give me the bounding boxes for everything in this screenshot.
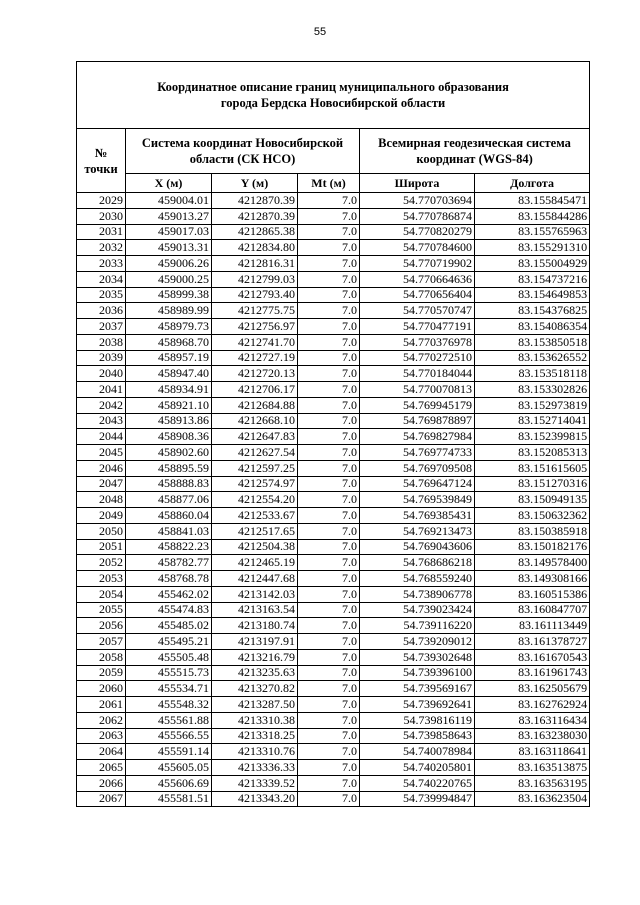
point-number-cell: 2065 <box>77 760 126 776</box>
longitude-cell: 83.150182176 <box>475 539 590 555</box>
y-cell: 4212870.39 <box>212 208 298 224</box>
table-row <box>77 303 590 319</box>
x-cell: 455515.73 <box>126 665 212 681</box>
table-row <box>77 586 590 602</box>
longitude-cell: 83.155004929 <box>475 256 590 272</box>
mt-cell: 7.0 <box>298 539 360 555</box>
mt-cell: 7.0 <box>298 697 360 713</box>
table-row <box>77 366 590 382</box>
table-title-line1: Координатное описание границ муниципального образования <box>157 80 509 94</box>
point-number-cell: 2041 <box>77 382 126 398</box>
y-cell: 4212574.97 <box>212 476 298 492</box>
x-cell: 458782.77 <box>126 555 212 571</box>
point-number-cell: 2061 <box>77 697 126 713</box>
x-cell: 455606.69 <box>126 775 212 791</box>
y-cell: 4212793.40 <box>212 287 298 303</box>
longitude-cell: 83.152085313 <box>475 445 590 461</box>
table-row <box>77 618 590 634</box>
latitude-cell: 54.769709508 <box>360 460 475 476</box>
point-number-cell: 2062 <box>77 712 126 728</box>
mt-cell: 7.0 <box>298 193 360 209</box>
table-body <box>77 193 590 807</box>
latitude-cell: 54.769878897 <box>360 413 475 429</box>
latitude-cell: 54.740078984 <box>360 744 475 760</box>
header-point-number <box>77 129 126 193</box>
latitude-cell: 54.770272510 <box>360 350 475 366</box>
point-number-cell: 2048 <box>77 492 126 508</box>
longitude-cell: 83.161670543 <box>475 649 590 665</box>
y-cell: 4212741.70 <box>212 334 298 350</box>
point-number-cell: 2039 <box>77 350 126 366</box>
point-number-cell: 2063 <box>77 728 126 744</box>
mt-cell: 7.0 <box>298 256 360 272</box>
longitude-cell: 83.154737216 <box>475 271 590 287</box>
latitude-cell: 54.739023424 <box>360 602 475 618</box>
longitude-cell: 83.162762924 <box>475 697 590 713</box>
mt-cell: 7.0 <box>298 618 360 634</box>
table-row <box>77 791 590 807</box>
table-title <box>77 62 590 129</box>
point-number-cell: 2054 <box>77 586 126 602</box>
table-row <box>77 508 590 524</box>
mt-cell: 7.0 <box>298 429 360 445</box>
point-number-cell: 2042 <box>77 397 126 413</box>
point-number-cell: 2046 <box>77 460 126 476</box>
x-cell: 459000.25 <box>126 271 212 287</box>
boundary-coordinates-table <box>76 61 590 807</box>
mt-cell: 7.0 <box>298 319 360 335</box>
longitude-cell: 83.155844286 <box>475 208 590 224</box>
mt-cell: 7.0 <box>298 350 360 366</box>
table-row <box>77 665 590 681</box>
table-row <box>77 224 590 240</box>
y-cell: 4212668.10 <box>212 413 298 429</box>
x-cell: 458989.99 <box>126 303 212 319</box>
table-row <box>77 382 590 398</box>
x-cell: 458895.59 <box>126 460 212 476</box>
header-longitude: Долгота <box>475 174 590 193</box>
table-row <box>77 397 590 413</box>
latitude-cell: 54.769827984 <box>360 429 475 445</box>
y-cell: 4213318.25 <box>212 728 298 744</box>
point-number-cell: 2052 <box>77 555 126 571</box>
mt-cell: 7.0 <box>298 602 360 618</box>
table-row <box>77 334 590 350</box>
x-cell: 458877.06 <box>126 492 212 508</box>
latitude-cell: 54.739396100 <box>360 665 475 681</box>
point-number-cell: 2051 <box>77 539 126 555</box>
table-row <box>77 413 590 429</box>
longitude-cell: 83.150632362 <box>475 508 590 524</box>
longitude-cell: 83.151615605 <box>475 460 590 476</box>
point-number-cell: 2030 <box>77 208 126 224</box>
y-cell: 4213339.52 <box>212 775 298 791</box>
point-number-cell: 2058 <box>77 649 126 665</box>
longitude-cell: 83.163116434 <box>475 712 590 728</box>
latitude-cell: 54.739692641 <box>360 697 475 713</box>
y-cell: 4212684.88 <box>212 397 298 413</box>
longitude-cell: 83.150385918 <box>475 523 590 539</box>
y-cell: 4213270.82 <box>212 681 298 697</box>
x-cell: 458921.10 <box>126 397 212 413</box>
table-row <box>77 445 590 461</box>
y-cell: 4213235.63 <box>212 665 298 681</box>
point-number-cell: 2037 <box>77 319 126 335</box>
table-row <box>77 760 590 776</box>
point-number-cell: 2034 <box>77 271 126 287</box>
longitude-cell: 83.154376825 <box>475 303 590 319</box>
point-number-cell: 2035 <box>77 287 126 303</box>
table-row <box>77 429 590 445</box>
y-cell: 4213336.33 <box>212 760 298 776</box>
latitude-cell: 54.769647124 <box>360 476 475 492</box>
x-cell: 458979.73 <box>126 319 212 335</box>
x-cell: 458902.60 <box>126 445 212 461</box>
longitude-cell: 83.152973819 <box>475 397 590 413</box>
y-cell: 4212554.20 <box>212 492 298 508</box>
y-cell: 4212517.65 <box>212 523 298 539</box>
y-cell: 4212775.75 <box>212 303 298 319</box>
y-cell: 4213343.20 <box>212 791 298 807</box>
header-x: X (м) <box>126 174 212 193</box>
y-cell: 4213197.91 <box>212 634 298 650</box>
point-number-cell: 2066 <box>77 775 126 791</box>
latitude-cell: 54.768686218 <box>360 555 475 571</box>
latitude-cell: 54.770703694 <box>360 193 475 209</box>
header-point-number-line2: точки <box>84 161 118 176</box>
mt-cell: 7.0 <box>298 744 360 760</box>
longitude-cell: 83.163118641 <box>475 744 590 760</box>
x-cell: 455474.83 <box>126 602 212 618</box>
header-wgs-system-line1: Всемирная геодезическая система <box>378 136 571 150</box>
y-cell: 4212720.13 <box>212 366 298 382</box>
point-number-cell: 2032 <box>77 240 126 256</box>
mt-cell: 7.0 <box>298 303 360 319</box>
x-cell: 455548.32 <box>126 697 212 713</box>
latitude-cell: 54.770664636 <box>360 271 475 287</box>
mt-cell: 7.0 <box>298 523 360 539</box>
y-cell: 4212727.19 <box>212 350 298 366</box>
mt-cell: 7.0 <box>298 492 360 508</box>
latitude-cell: 54.769385431 <box>360 508 475 524</box>
x-cell: 455561.88 <box>126 712 212 728</box>
latitude-cell: 54.770184044 <box>360 366 475 382</box>
longitude-cell: 83.153850518 <box>475 334 590 350</box>
mt-cell: 7.0 <box>298 460 360 476</box>
longitude-cell: 83.163238030 <box>475 728 590 744</box>
latitude-cell: 54.769539849 <box>360 492 475 508</box>
x-cell: 458768.78 <box>126 571 212 587</box>
point-number-cell: 2067 <box>77 791 126 807</box>
latitude-cell: 54.768559240 <box>360 571 475 587</box>
table-title-line2: города Бердска Новосибирской области <box>220 96 446 110</box>
table-row <box>77 775 590 791</box>
point-number-cell: 2064 <box>77 744 126 760</box>
y-cell: 4213310.76 <box>212 744 298 760</box>
longitude-cell: 83.160515386 <box>475 586 590 602</box>
y-cell: 4212465.19 <box>212 555 298 571</box>
y-cell: 4213180.74 <box>212 618 298 634</box>
latitude-cell: 54.769213473 <box>360 523 475 539</box>
y-cell: 4212706.17 <box>212 382 298 398</box>
x-cell: 458913.86 <box>126 413 212 429</box>
y-cell: 4212533.67 <box>212 508 298 524</box>
latitude-cell: 54.769774733 <box>360 445 475 461</box>
latitude-cell: 54.739302648 <box>360 649 475 665</box>
longitude-cell: 83.152399815 <box>475 429 590 445</box>
x-cell: 459006.26 <box>126 256 212 272</box>
mt-cell: 7.0 <box>298 634 360 650</box>
latitude-cell: 54.770719902 <box>360 256 475 272</box>
latitude-cell: 54.739209012 <box>360 634 475 650</box>
x-cell: 455534.71 <box>126 681 212 697</box>
x-cell: 455591.14 <box>126 744 212 760</box>
y-cell: 4212816.31 <box>212 256 298 272</box>
table-row <box>77 681 590 697</box>
table-row <box>77 712 590 728</box>
mt-cell: 7.0 <box>298 271 360 287</box>
header-nso-system-line1: Система координат Новосибирской <box>141 136 344 150</box>
x-cell: 459017.03 <box>126 224 212 240</box>
longitude-cell: 83.163513875 <box>475 760 590 776</box>
header-wgs-system-line2: координат (WGS-84) <box>416 152 533 166</box>
mt-cell: 7.0 <box>298 445 360 461</box>
x-cell: 458968.70 <box>126 334 212 350</box>
point-number-cell: 2056 <box>77 618 126 634</box>
table-row <box>77 256 590 272</box>
mt-cell: 7.0 <box>298 240 360 256</box>
header-mt: Mt (м) <box>298 174 360 193</box>
y-cell: 4213142.03 <box>212 586 298 602</box>
table-row <box>77 287 590 303</box>
table-row <box>77 476 590 492</box>
table-row <box>77 539 590 555</box>
longitude-cell: 83.160847707 <box>475 602 590 618</box>
table-row <box>77 602 590 618</box>
table-row <box>77 492 590 508</box>
y-cell: 4212647.83 <box>212 429 298 445</box>
y-cell: 4212756.97 <box>212 319 298 335</box>
x-cell: 455566.55 <box>126 728 212 744</box>
table-row <box>77 319 590 335</box>
latitude-cell: 54.738906778 <box>360 586 475 602</box>
point-number-cell: 2059 <box>77 665 126 681</box>
mt-cell: 7.0 <box>298 555 360 571</box>
latitude-cell: 54.770656404 <box>360 287 475 303</box>
x-cell: 459004.01 <box>126 193 212 209</box>
latitude-cell: 54.739816119 <box>360 712 475 728</box>
latitude-cell: 54.740205801 <box>360 760 475 776</box>
table-row <box>77 350 590 366</box>
header-nso-system-line2: области (СК НСО) <box>189 152 296 166</box>
x-cell: 458822.23 <box>126 539 212 555</box>
point-number-cell: 2057 <box>77 634 126 650</box>
latitude-cell: 54.770784600 <box>360 240 475 256</box>
x-cell: 458934.91 <box>126 382 212 398</box>
y-cell: 4212447.68 <box>212 571 298 587</box>
longitude-cell: 83.149308166 <box>475 571 590 587</box>
x-cell: 459013.31 <box>126 240 212 256</box>
header-point-number-line1: № <box>94 145 108 160</box>
point-number-cell: 2050 <box>77 523 126 539</box>
mt-cell: 7.0 <box>298 382 360 398</box>
x-cell: 458841.03 <box>126 523 212 539</box>
point-number-cell: 2049 <box>77 508 126 524</box>
latitude-cell: 54.740220765 <box>360 775 475 791</box>
table-row <box>77 555 590 571</box>
longitude-cell: 83.155845471 <box>475 193 590 209</box>
point-number-cell: 2045 <box>77 445 126 461</box>
header-nso-system <box>126 129 360 174</box>
x-cell: 458860.04 <box>126 508 212 524</box>
table-row <box>77 460 590 476</box>
table-row <box>77 523 590 539</box>
longitude-cell: 83.149578400 <box>475 555 590 571</box>
table-row <box>77 697 590 713</box>
x-cell: 455581.51 <box>126 791 212 807</box>
header-y: Y (м) <box>212 174 298 193</box>
point-number-cell: 2044 <box>77 429 126 445</box>
longitude-cell: 83.154649853 <box>475 287 590 303</box>
x-cell: 455605.05 <box>126 760 212 776</box>
mt-cell: 7.0 <box>298 366 360 382</box>
longitude-cell: 83.153626552 <box>475 350 590 366</box>
longitude-cell: 83.161378727 <box>475 634 590 650</box>
y-cell: 4212627.54 <box>212 445 298 461</box>
mt-cell: 7.0 <box>298 476 360 492</box>
x-cell: 455485.02 <box>126 618 212 634</box>
longitude-cell: 83.155765963 <box>475 224 590 240</box>
point-number-cell: 2043 <box>77 413 126 429</box>
table-row <box>77 744 590 760</box>
latitude-cell: 54.769945179 <box>360 397 475 413</box>
mt-cell: 7.0 <box>298 224 360 240</box>
point-number-cell: 2055 <box>77 602 126 618</box>
latitude-cell: 54.769043606 <box>360 539 475 555</box>
mt-cell: 7.0 <box>298 208 360 224</box>
header-latitude: Широта <box>360 174 475 193</box>
mt-cell: 7.0 <box>298 413 360 429</box>
longitude-cell: 83.162505679 <box>475 681 590 697</box>
latitude-cell: 54.770570747 <box>360 303 475 319</box>
x-cell: 459013.27 <box>126 208 212 224</box>
latitude-cell: 54.770070813 <box>360 382 475 398</box>
mt-cell: 7.0 <box>298 681 360 697</box>
latitude-cell: 54.739569167 <box>360 681 475 697</box>
point-number-cell: 2053 <box>77 571 126 587</box>
longitude-cell: 83.150949135 <box>475 492 590 508</box>
page-number: 55 <box>313 26 327 38</box>
mt-cell: 7.0 <box>298 649 360 665</box>
x-cell: 458957.19 <box>126 350 212 366</box>
header-wgs-system <box>360 129 590 174</box>
mt-cell: 7.0 <box>298 334 360 350</box>
table-row <box>77 193 590 209</box>
latitude-cell: 54.739994847 <box>360 791 475 807</box>
mt-cell: 7.0 <box>298 287 360 303</box>
longitude-cell: 83.163623504 <box>475 791 590 807</box>
latitude-cell: 54.770376978 <box>360 334 475 350</box>
point-number-cell: 2031 <box>77 224 126 240</box>
y-cell: 4213287.50 <box>212 697 298 713</box>
x-cell: 458999.38 <box>126 287 212 303</box>
longitude-cell: 83.161961743 <box>475 665 590 681</box>
table-row <box>77 208 590 224</box>
table-row <box>77 240 590 256</box>
mt-cell: 7.0 <box>298 397 360 413</box>
y-cell: 4212865.38 <box>212 224 298 240</box>
mt-cell: 7.0 <box>298 586 360 602</box>
longitude-cell: 83.154086354 <box>475 319 590 335</box>
table-row <box>77 728 590 744</box>
table-row <box>77 634 590 650</box>
mt-cell: 7.0 <box>298 760 360 776</box>
latitude-cell: 54.739116220 <box>360 618 475 634</box>
x-cell: 458947.40 <box>126 366 212 382</box>
y-cell: 4212799.03 <box>212 271 298 287</box>
longitude-cell: 83.153518118 <box>475 366 590 382</box>
x-cell: 455462.02 <box>126 586 212 602</box>
y-cell: 4212597.25 <box>212 460 298 476</box>
x-cell: 455505.48 <box>126 649 212 665</box>
y-cell: 4212504.38 <box>212 539 298 555</box>
y-cell: 4212870.39 <box>212 193 298 209</box>
mt-cell: 7.0 <box>298 571 360 587</box>
longitude-cell: 83.153302826 <box>475 382 590 398</box>
point-number-cell: 2033 <box>77 256 126 272</box>
table-row <box>77 649 590 665</box>
x-cell: 458908.36 <box>126 429 212 445</box>
point-number-cell: 2029 <box>77 193 126 209</box>
longitude-cell: 83.155291310 <box>475 240 590 256</box>
x-cell: 458888.83 <box>126 476 212 492</box>
x-cell: 455495.21 <box>126 634 212 650</box>
longitude-cell: 83.163563195 <box>475 775 590 791</box>
mt-cell: 7.0 <box>298 665 360 681</box>
point-number-cell: 2040 <box>77 366 126 382</box>
y-cell: 4213163.54 <box>212 602 298 618</box>
y-cell: 4212834.80 <box>212 240 298 256</box>
y-cell: 4213310.38 <box>212 712 298 728</box>
point-number-cell: 2038 <box>77 334 126 350</box>
mt-cell: 7.0 <box>298 791 360 807</box>
mt-cell: 7.0 <box>298 712 360 728</box>
point-number-cell: 2060 <box>77 681 126 697</box>
longitude-cell: 83.151270316 <box>475 476 590 492</box>
table-row <box>77 271 590 287</box>
latitude-cell: 54.739858643 <box>360 728 475 744</box>
point-number-cell: 2036 <box>77 303 126 319</box>
longitude-cell: 83.161113449 <box>475 618 590 634</box>
latitude-cell: 54.770786874 <box>360 208 475 224</box>
mt-cell: 7.0 <box>298 508 360 524</box>
latitude-cell: 54.770820279 <box>360 224 475 240</box>
mt-cell: 7.0 <box>298 775 360 791</box>
latitude-cell: 54.770477191 <box>360 319 475 335</box>
point-number-cell: 2047 <box>77 476 126 492</box>
longitude-cell: 83.152714041 <box>475 413 590 429</box>
y-cell: 4213216.79 <box>212 649 298 665</box>
table-row <box>77 571 590 587</box>
mt-cell: 7.0 <box>298 728 360 744</box>
